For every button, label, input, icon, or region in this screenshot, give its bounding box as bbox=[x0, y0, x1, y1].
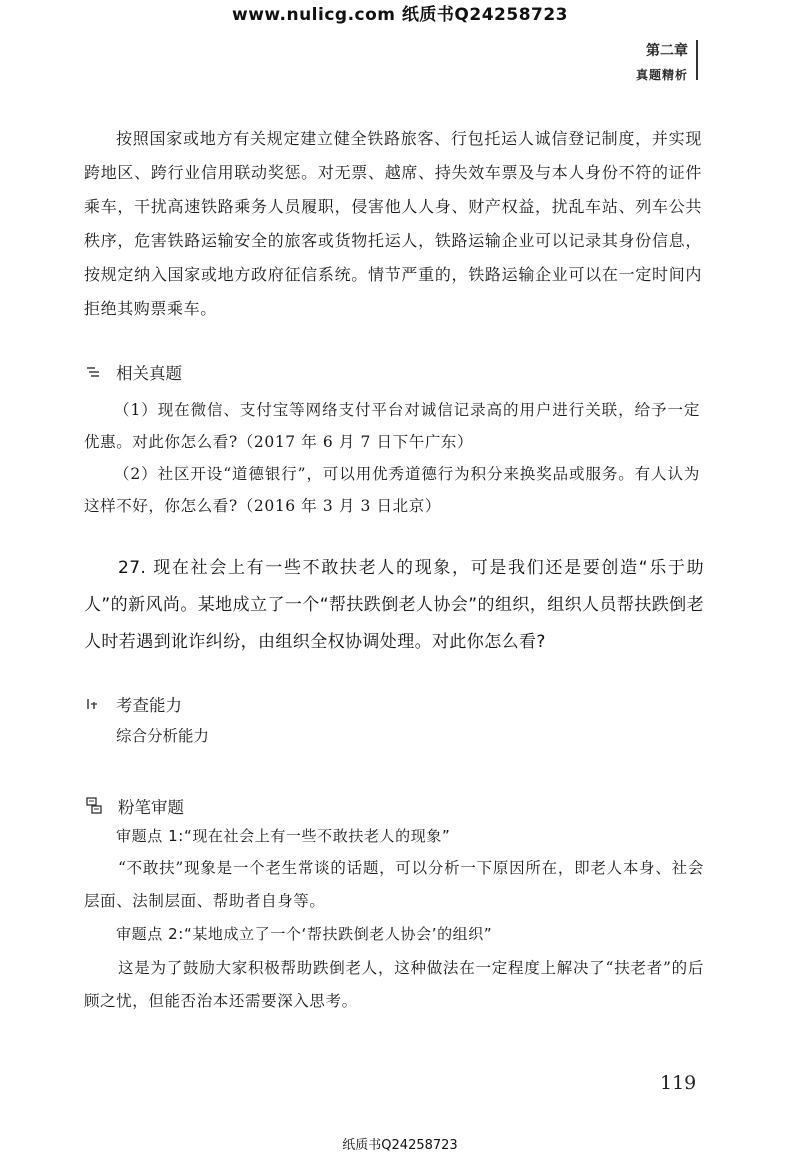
analysis-heading bbox=[86, 794, 184, 818]
ability-icon bbox=[86, 697, 100, 711]
bottom-banner: 纸质书Q24258723 bbox=[342, 1138, 458, 1153]
related-questions-heading bbox=[86, 360, 182, 384]
chapter-header bbox=[636, 40, 688, 83]
related-question-item: （2）社区开设“道德银行”，可以用优秀道德行为积分来换奖品或服务。有人认为这样不好，你怎么看?（2016 年 3 月 3 日北京） bbox=[84, 465, 700, 515]
ability-title: 考查能力 bbox=[116, 696, 182, 715]
question-27: 27. 现在社会上有一些不敢扶老人的现象，可是我们还是要创造“乐于助人”的新风尚。某地成立了一个“帮扶跌倒老人协会”的组织，组织人员帮扶跌倒老人时若遇到讹诈纠纷，由组织全权协调处理。对此你怎么看? bbox=[84, 558, 704, 652]
list-icon bbox=[86, 365, 100, 379]
analysis-point-1-text: “不敢扶”现象是一个老生常谈的话题，可以分析一下原因所在，即老人本身、社会层面、法制层面、帮助者自身等。 bbox=[84, 859, 704, 910]
analysis-point-1: 审题点 1:“现在社会上有一些不敢扶老人的现象” bbox=[116, 827, 451, 845]
related-questions-title: 相关真题 bbox=[116, 364, 182, 383]
analysis-icon bbox=[86, 797, 102, 815]
chapter-divider bbox=[696, 40, 698, 80]
intro-paragraph: 按照国家或地方有关规定建立健全铁路旅客、行包托运人诚信登记制度，并实现跨地区、跨行业信用联动奖惩。对无票、越席、持失效车票及与本人身份不符的证件乘车，干扰高速铁路乘务人员履职，侵害他人人身、财产权益，扰乱车站、列车公共秩序，危害铁路运输安全的旅客或货物托运人，铁路运输企业可以记录其身份信息，按规定纳入国家或地方政府征信系统。情节严重的，铁路运输企业可以在一定时间内拒绝其购票乘车。 bbox=[84, 129, 702, 318]
chapter-title: 真题精析 bbox=[635, 68, 688, 82]
top-banner: www.nulicg.com 纸质书Q24258723 bbox=[231, 5, 569, 25]
ability-heading bbox=[86, 692, 182, 716]
page-number: 119 bbox=[660, 1072, 697, 1094]
analysis-title: 粉笔审题 bbox=[118, 798, 184, 817]
related-question-item: （1）现在微信、支付宝等网络支付平台对诚信记录高的用户进行关联，给予一定优惠。对此你怎么看?（2017 年 6 月 7 日下午广东） bbox=[84, 401, 700, 451]
analysis-point-2-text: 这是为了鼓励大家积极帮助跌倒老人，这种做法在一定程度上解决了“扶老者”的后顾之忧，但能否治本还需要深入思考。 bbox=[84, 959, 704, 1010]
ability-value: 综合分析能力 bbox=[116, 727, 210, 745]
chapter-number: 第二章 bbox=[646, 43, 688, 59]
analysis-point-2: 审题点 2:“某地成立了一个‘帮扶跌倒老人协会’的组织” bbox=[116, 925, 493, 943]
